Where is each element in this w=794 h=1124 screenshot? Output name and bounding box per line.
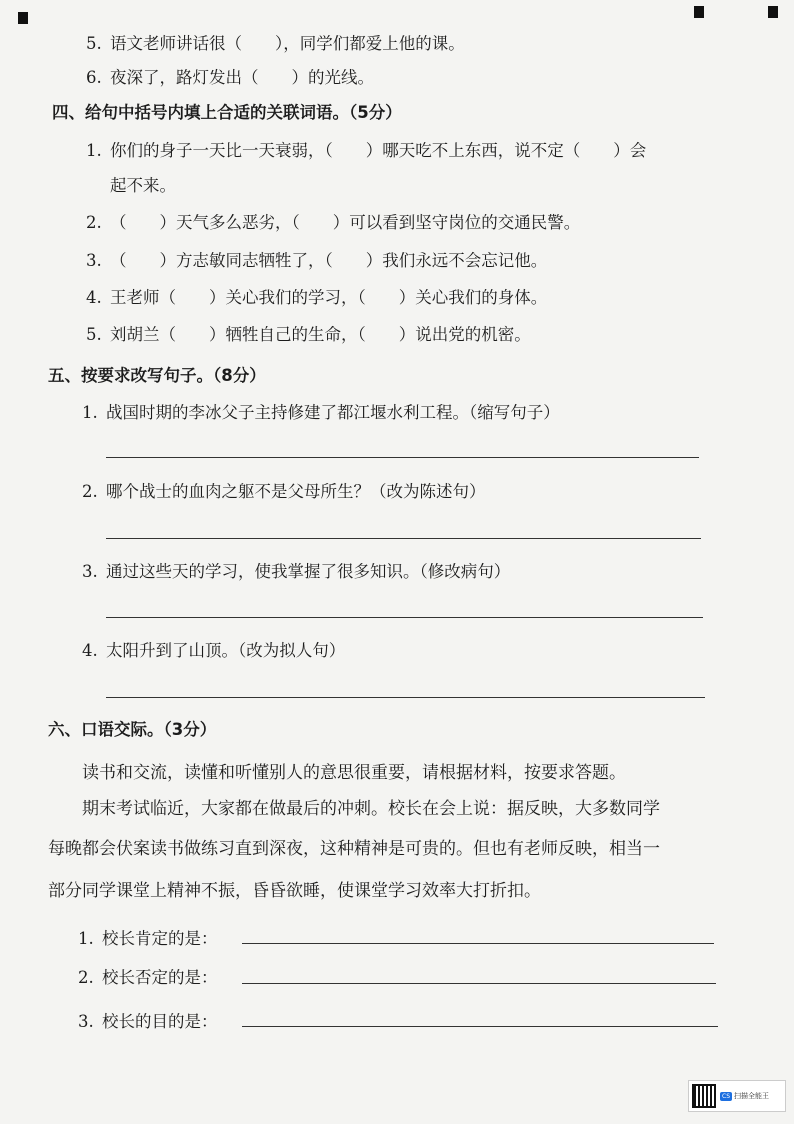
- answer-line[interactable]: [106, 697, 705, 698]
- section-intro: 读书和交流，读懂和听懂别人的意思很重要，请根据材料，按要求答题。: [82, 763, 626, 783]
- question-item-continuation: 起不来。: [110, 176, 176, 195]
- corner-mark: [694, 6, 704, 18]
- passage-line: 部分同学课堂上精神不振，昏昏欲睡，使课堂学习效率大打折扣。: [48, 881, 541, 901]
- question-item: 4. 太阳升到了山顶。（改为拟人句）: [82, 641, 346, 660]
- question-item: 2. 哪个战士的血肉之躯不是父母所生？（改为陈述句）: [82, 482, 486, 501]
- answer-line[interactable]: [106, 538, 701, 539]
- question-item: 1. 你们的身子一天比一天衰弱，（ ）哪天吃不上东西，说不定（ ）会: [86, 141, 647, 160]
- camscanner-logo-icon: CS: [722, 1092, 730, 1100]
- passage-line: 期末考试临近，大家都在做最后的冲刺。校长在会上说：据反映，大多数同学: [82, 799, 660, 819]
- question-item: 3. （ ）方志敏同志牺牲了，（ ）我们永远不会忘记他。: [86, 251, 548, 270]
- question-item: 5. 语文老师讲话很（ ），同学们都爱上他的课。: [86, 34, 465, 53]
- answer-line[interactable]: [242, 943, 714, 944]
- corner-mark: [768, 6, 778, 18]
- corner-mark: [18, 12, 28, 24]
- section-heading: 五、按要求改写句子。（8分）: [48, 366, 266, 385]
- answer-line[interactable]: [242, 983, 716, 984]
- answer-line[interactable]: [106, 457, 699, 458]
- section-heading: 六、口语交际。（3分）: [48, 720, 217, 739]
- watermark-label: 扫描全能王: [734, 1091, 769, 1100]
- answer-line[interactable]: [242, 1026, 718, 1027]
- answer-line[interactable]: [106, 617, 703, 618]
- question-item: 3. 校长的目的是：: [78, 1012, 218, 1031]
- question-item: 6. 夜深了，路灯发出（ ）的光线。: [86, 68, 374, 87]
- qr-code-icon: [692, 1084, 716, 1108]
- question-item: 4. 王老师（ ）关心我们的学习，（ ）关心我们的身体。: [86, 288, 548, 307]
- scanner-watermark: [688, 1080, 786, 1112]
- question-item: 1. 战国时期的李冰父子主持修建了都江堰水利工程。（缩写句子）: [82, 403, 560, 422]
- section-heading: 四、给句中括号内填上合适的关联词语。（5分）: [52, 103, 402, 122]
- question-item: 3. 通过这些天的学习，使我掌握了很多知识。（修改病句）: [82, 562, 511, 581]
- question-item: 1. 校长肯定的是：: [78, 929, 218, 948]
- question-item: 2. （ ）天气多么恶劣，（ ）可以看到坚守岗位的交通民警。: [86, 213, 581, 232]
- passage-line: 每晚都会伏案读书做练习直到深夜，这种精神是可贵的。但也有老师反映，相当一: [48, 839, 660, 859]
- question-item: 5. 刘胡兰（ ）牺牲自己的生命，（ ）说出党的机密。: [86, 325, 531, 344]
- question-item: 2. 校长否定的是：: [78, 968, 218, 987]
